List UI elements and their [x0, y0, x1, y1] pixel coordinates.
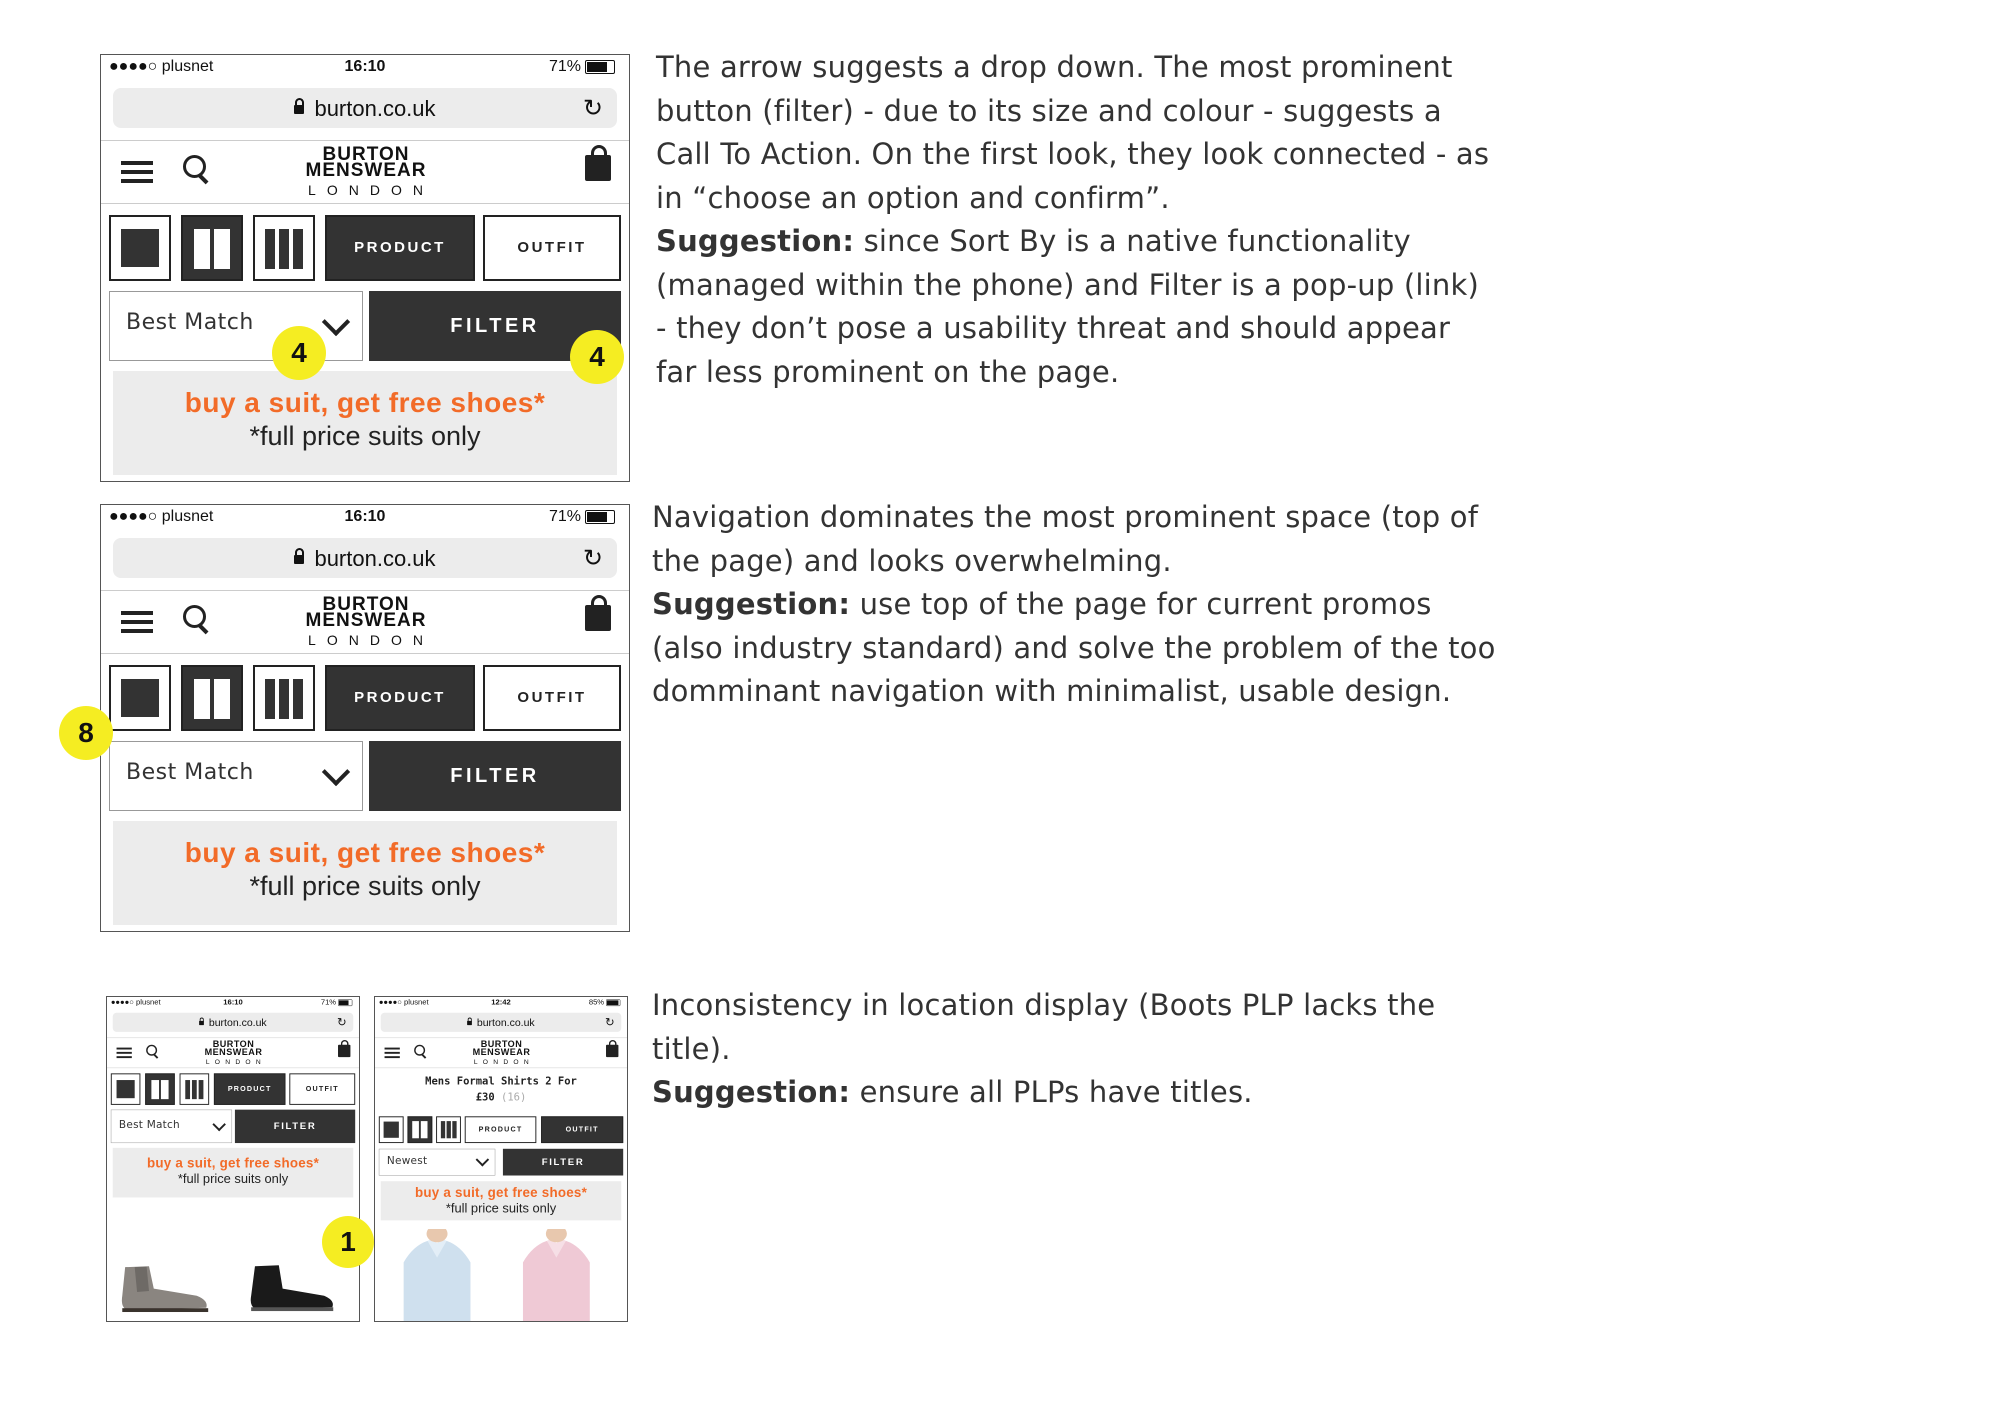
battery-icon: [338, 999, 352, 1006]
product-image-blue-shirt[interactable]: [385, 1229, 490, 1322]
phone-screen: [101, 55, 629, 481]
view-2-column-button[interactable]: [181, 215, 243, 281]
annotation-suggestion: [656, 220, 1496, 394]
view-1-column-button[interactable]: [109, 215, 171, 281]
site-header: [101, 590, 629, 654]
view-3-column-button[interactable]: [253, 665, 315, 731]
product-view-button[interactable]: PRODUCT: [325, 215, 475, 281]
sort-value: Best Match: [126, 310, 254, 335]
status-bar: [101, 55, 629, 81]
carrier: ●●●●○ plusnet: [109, 58, 214, 75]
promo-banner[interactable]: [113, 371, 617, 475]
annotation-navigation: [652, 496, 1502, 714]
carrier: ●●●●○ plusnet: [378, 998, 429, 1007]
lock-icon: [294, 105, 304, 114]
menu-icon[interactable]: [121, 161, 153, 183]
issue-badge: 1: [322, 1216, 374, 1268]
address-bar[interactable]: [113, 538, 617, 578]
issue-badge: 8: [59, 706, 113, 760]
screenshot-burton-plp: [106, 996, 360, 1322]
annotation-plp-title: [652, 984, 1502, 1115]
promo-banner[interactable]: [381, 1181, 622, 1220]
outfit-view-button[interactable]: OUTFIT: [483, 665, 621, 731]
filter-button[interactable]: FILTER: [369, 291, 621, 361]
issue-badge: 4: [272, 326, 326, 380]
sort-value: Best Match: [118, 1118, 180, 1131]
annotation-suggestion: [652, 583, 1502, 714]
view-3-column-button[interactable]: [180, 1073, 210, 1105]
promo-subtext: *full price suits only: [249, 421, 481, 451]
promo-banner[interactable]: [113, 1148, 354, 1198]
plp-count: (16): [501, 1091, 527, 1104]
filter-button[interactable]: FILTER: [235, 1110, 355, 1143]
view-toolbar: [111, 1073, 355, 1105]
brand-line-3: LONDON: [473, 1057, 534, 1066]
view-toolbar: [109, 665, 621, 731]
plp-title-line-2: £30: [475, 1091, 495, 1104]
menu-icon[interactable]: [117, 1048, 132, 1059]
screenshot-navigation: [100, 504, 630, 932]
chevron-down-icon: [476, 1153, 490, 1167]
brand-logo[interactable]: [281, 144, 451, 198]
lock-icon: [467, 1021, 472, 1025]
brand-line-3: LONDON: [308, 632, 434, 648]
product-grid: [107, 1200, 359, 1295]
sort-value: Best Match: [126, 760, 254, 785]
annotation-text: Navigation dominates the most prominent space (top of the page) and looks overwhelming.: [652, 500, 1479, 578]
chevron-down-icon: [212, 1118, 226, 1132]
carrier: ●●●●○ plusnet: [110, 998, 161, 1007]
plp-title-line-1: Mens Formal Shirts 2 For: [425, 1075, 577, 1088]
address-bar[interactable]: [381, 1013, 622, 1032]
search-icon[interactable]: [414, 1045, 428, 1060]
reload-icon[interactable]: ↻: [582, 545, 603, 572]
product-image-black-boot[interactable]: [241, 1262, 336, 1315]
promo-subtext: *full price suits only: [249, 871, 481, 901]
product-image-grey-boot[interactable]: [116, 1262, 211, 1315]
suggestion-label: Suggestion:: [656, 224, 855, 258]
annotation-text: Inconsistency in location display (Boots PLP lacks the title).: [652, 988, 1436, 1066]
promo-headline: buy a suit, get free shoes*: [146, 1155, 320, 1171]
promo-banner[interactable]: [113, 821, 617, 925]
suggestion-text: use top of the page for current promos (also industry standard) and solve the problem of the too domminant navigation with minimalist, usable design.: [652, 587, 1496, 708]
annotation-text: The arrow suggests a drop down. The most prominent button (filter) - due to its size and colour - suggests a Call To Action. On the first look, they look connected - as in “choose an option and confirm”.: [656, 50, 1490, 215]
view-3-column-button[interactable]: [436, 1116, 461, 1143]
view-2-column-button[interactable]: [181, 665, 243, 731]
shopping-bag-icon[interactable]: [585, 605, 611, 631]
plp-title: [375, 1073, 627, 1105]
view-2-column-button[interactable]: [145, 1073, 175, 1105]
reload-icon[interactable]: ↻: [337, 1016, 347, 1029]
site-header: [107, 1038, 359, 1069]
product-image-pink-shirt[interactable]: [504, 1229, 609, 1322]
brand-logo[interactable]: [281, 594, 451, 648]
menu-icon[interactable]: [385, 1048, 400, 1059]
status-bar: [107, 997, 359, 1009]
brand-line-1: BURTON: [480, 1039, 523, 1050]
battery-icon: [585, 60, 615, 74]
promo-headline: buy a suit, get free shoes*: [184, 387, 546, 418]
promo-subtext: *full price suits only: [177, 1171, 289, 1187]
brand-line-2: MENSWEAR: [305, 610, 427, 631]
menu-icon[interactable]: [121, 611, 153, 633]
phone-screen: [375, 997, 627, 1322]
sort-value: Newest: [386, 1154, 428, 1167]
address-bar[interactable]: [113, 1013, 354, 1032]
view-1-column-button[interactable]: [379, 1116, 404, 1143]
screenshot-sort-filter: [100, 54, 630, 482]
suggestion-label: Suggestion:: [652, 587, 851, 621]
url-text: burton.co.uk: [314, 546, 436, 571]
battery-icon: [606, 999, 620, 1006]
chevron-down-icon: [322, 308, 350, 336]
battery: [549, 508, 615, 526]
clock: 16:10: [344, 508, 386, 525]
promo-headline: buy a suit, get free shoes*: [184, 837, 546, 868]
annotation-suggestion: [652, 1071, 1502, 1115]
status-bar: [375, 997, 627, 1009]
shopping-bag-icon[interactable]: [585, 155, 611, 181]
view-toolbar: [379, 1116, 623, 1148]
search-icon[interactable]: [183, 155, 213, 187]
suggestion-text: ensure all PLPs have titles.: [850, 1075, 1253, 1109]
outfit-view-button[interactable]: OUTFIT: [541, 1116, 623, 1143]
brand-line-2: MENSWEAR: [472, 1047, 531, 1058]
view-2-column-button[interactable]: [407, 1116, 432, 1143]
brand-line-3: LONDON: [308, 182, 434, 198]
sort-filter-row: [379, 1149, 623, 1176]
battery-percent: 71%: [548, 58, 581, 75]
url-text: burton.co.uk: [314, 96, 436, 121]
outfit-view-button[interactable]: OUTFIT: [289, 1073, 355, 1105]
brand-line-3: LONDON: [205, 1057, 266, 1066]
view-1-column-button[interactable]: [109, 665, 171, 731]
suggestion-label: Suggestion:: [652, 1075, 851, 1109]
reload-icon[interactable]: ↻: [582, 95, 603, 122]
product-view-button[interactable]: PRODUCT: [214, 1073, 286, 1105]
url-text: burton.co.uk: [208, 1016, 267, 1029]
sort-select[interactable]: [379, 1149, 495, 1176]
lock-icon: [199, 1021, 204, 1025]
lock-icon: [294, 555, 304, 564]
battery: [549, 58, 615, 76]
view-3-column-button[interactable]: [253, 215, 315, 281]
brand-logo[interactable]: [461, 1041, 542, 1065]
search-icon[interactable]: [146, 1045, 160, 1060]
carrier: ●●●●○ plusnet: [109, 508, 214, 525]
sort-select[interactable]: [111, 1110, 232, 1143]
site-header: [375, 1038, 627, 1069]
promo-subtext: *full price suits only: [445, 1201, 557, 1216]
brand-line-2: MENSWEAR: [204, 1047, 263, 1058]
phone-screen: [101, 505, 629, 931]
clock: 16:10: [223, 998, 243, 1007]
product-view-button[interactable]: PRODUCT: [325, 665, 475, 731]
clock: 12:42: [491, 998, 511, 1007]
product-grid: [375, 1224, 627, 1319]
battery-percent: 71%: [548, 508, 581, 525]
screenshot-boots-plp: [374, 996, 628, 1322]
sort-filter-row: [109, 741, 621, 811]
shopping-bag-icon[interactable]: [338, 1045, 350, 1057]
outfit-view-button[interactable]: OUTFIT: [483, 215, 621, 281]
battery: [321, 998, 353, 1007]
status-bar: [101, 505, 629, 531]
battery: [589, 998, 621, 1007]
issue-badge: 4: [570, 330, 624, 384]
sort-filter-row: [109, 291, 621, 361]
sort-filter-row: [111, 1110, 355, 1143]
battery-icon: [585, 510, 615, 524]
promo-headline: buy a suit, get free shoes*: [414, 1185, 588, 1200]
view-toolbar: [109, 215, 621, 281]
brand-line-2: MENSWEAR: [305, 160, 427, 181]
search-icon[interactable]: [183, 605, 213, 637]
suggestion-text: since Sort By is a native functionality (managed within the phone) and Filter is a pop-up (link) - they don’t pose a usability threat and should appear far less prominent on the page.: [656, 224, 1479, 389]
clock: 16:10: [344, 58, 386, 75]
site-header: [101, 140, 629, 204]
chevron-down-icon: [322, 758, 350, 786]
phone-screen: [107, 997, 359, 1322]
filter-button[interactable]: FILTER: [503, 1149, 623, 1176]
reload-icon[interactable]: ↻: [605, 1016, 615, 1029]
filter-button[interactable]: FILTER: [369, 741, 621, 811]
brand-line-1: BURTON: [322, 144, 410, 165]
brand-line-1: BURTON: [212, 1039, 255, 1050]
address-bar[interactable]: [113, 88, 617, 128]
sort-select[interactable]: [109, 741, 363, 811]
brand-logo[interactable]: [193, 1041, 274, 1065]
shopping-bag-icon[interactable]: [606, 1045, 618, 1057]
battery-percent: 85%: [588, 998, 605, 1007]
brand-line-1: BURTON: [322, 594, 410, 615]
view-1-column-button[interactable]: [111, 1073, 141, 1105]
annotation-sort-filter: [656, 46, 1496, 394]
battery-percent: 71%: [320, 998, 337, 1007]
url-text: burton.co.uk: [476, 1016, 535, 1029]
product-view-button[interactable]: PRODUCT: [465, 1116, 537, 1143]
